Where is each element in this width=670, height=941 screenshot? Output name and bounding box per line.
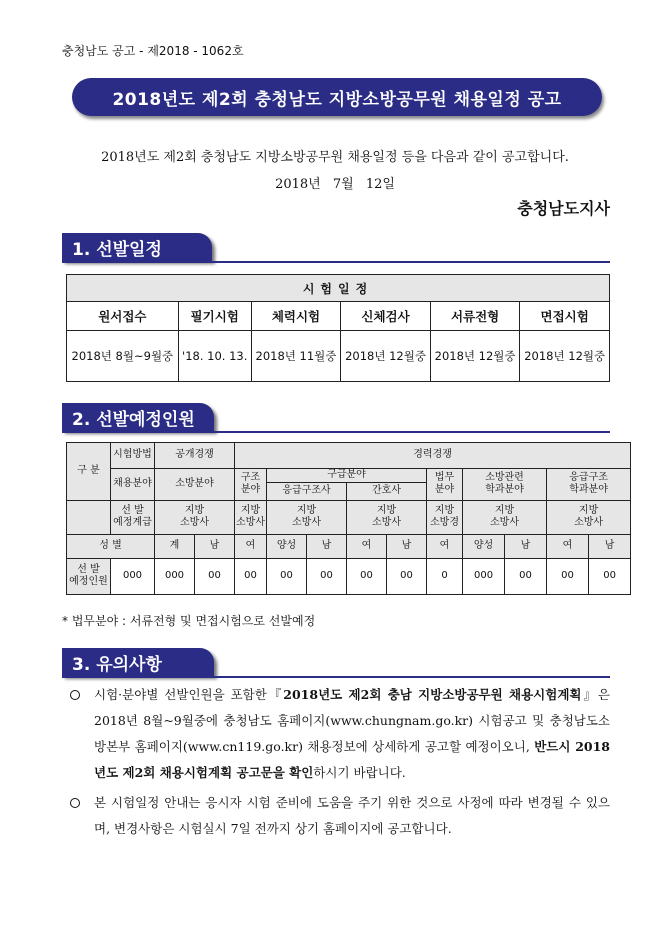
rank-label: 선 발 예정계급 — [111, 500, 155, 534]
fire-field: 소방분야 — [155, 469, 235, 501]
schedule-value: 2018년 12월중 — [430, 331, 520, 382]
footnote: * 법무분야 : 서류전형 및 면접시험으로 선발예정 — [62, 614, 316, 628]
schedule-value: 2018년 11월중 — [251, 331, 341, 382]
headcount-table — [66, 442, 631, 595]
count-cell: 00 — [387, 558, 427, 594]
rescue-field: 구조 분야 — [235, 469, 267, 501]
count-cell: 0 — [427, 558, 463, 594]
emergency-dept-field: 응급구조 학과분야 — [547, 469, 631, 501]
rank-cell: 지방 소방사 — [347, 500, 427, 534]
gender-cell: 양성 — [463, 534, 505, 558]
law-field: 법무 분야 — [427, 469, 463, 501]
gender-cell: 여 — [347, 534, 387, 558]
section-1-heading: 1. 선발일정 — [62, 233, 212, 261]
count-cell: 000 — [463, 558, 505, 594]
schedule-title: 시험일정 — [67, 275, 610, 302]
open-competition: 공개경쟁 — [155, 443, 235, 469]
gender-cell: 남 — [195, 534, 235, 558]
career-competition: 경력경쟁 — [235, 443, 631, 469]
gender-label: 성 별 — [67, 534, 155, 558]
issuer: 충청남도지사 — [517, 199, 610, 218]
circle-bullet-icon — [70, 798, 80, 808]
count-cell: 00 — [589, 558, 631, 594]
gender-cell: 양성 — [267, 534, 307, 558]
rank-cell: 지방 소방사 — [463, 500, 547, 534]
section-3-rule — [62, 676, 610, 678]
count-cell: 000 — [155, 558, 195, 594]
gubun-label: 구 분 — [67, 443, 111, 501]
gender-cell: 계 — [155, 534, 195, 558]
section-3-heading: 3. 유의사항 — [62, 648, 214, 676]
count-label: 선 발 예정인원 — [67, 558, 111, 594]
rank-cell: 지방 소방사 — [235, 500, 267, 534]
notice-list — [70, 682, 610, 846]
schedule-header: 체력시험 — [251, 302, 341, 331]
field-label: 채용분야 — [111, 469, 155, 501]
count-cell: 00 — [235, 558, 267, 594]
page-title: 2018년도 제2회 충청남도 지방소방공무원 채용일정 공고 — [72, 78, 602, 116]
count-cell: 000 — [111, 558, 155, 594]
list-item: 시험·분야별 선발인원을 포함한『2018년도 제2회 충남 지방소방공무원 채용시험계획』은 2018년 8월~9월중에 충청남도 홈페이지(www.chungnam.go.kr) 시험공고 및 충청남도소방본부 홈페이지(www.cn119.go.kr) 채용정보에 상세하게 공고할 예정이오니, 반드시 2018년도 제2회 채용시험계획 공고문을 확인하시기 바랍니다. — [70, 682, 610, 786]
intro-text: 2018년도 제2회 충청남도 지방소방공무원 채용일정 등을 다음과 같이 공고합니다. — [101, 150, 569, 165]
rank-cell: 지방 소방사 — [267, 500, 347, 534]
count-cell: 00 — [267, 558, 307, 594]
notice-number: 충청남도 공고 - 제2018 - 1062호 — [62, 44, 244, 58]
count-cell: 00 — [347, 558, 387, 594]
gender-cell: 남 — [387, 534, 427, 558]
rank-cell: 지방 소방사 — [547, 500, 631, 534]
schedule-value: 2018년 12월중 — [520, 331, 610, 382]
section-1-rule — [62, 261, 610, 263]
circle-bullet-icon — [70, 690, 80, 700]
method-label: 시험방법 — [111, 443, 155, 469]
gender-cell: 남 — [589, 534, 631, 558]
schedule-value: 2018년 8월~9월중 — [67, 331, 179, 382]
count-cell: 00 — [307, 558, 347, 594]
schedule-header: 서류전형 — [430, 302, 520, 331]
count-cell: 00 — [505, 558, 547, 594]
section-2-heading: 2. 선발예정인원 — [62, 403, 214, 431]
schedule-header: 면접시험 — [520, 302, 610, 331]
schedule-table — [66, 274, 610, 382]
schedule-value: 2018년 12월중 — [341, 331, 431, 382]
emergency-field: 구급분야 — [267, 469, 427, 483]
list-item: 본 시험일정 안내는 응시자 시험 준비에 도움을 주기 위한 것으로 사정에 따라 변경될 수 있으며, 변경사항은 시험실시 7일 전까지 상기 홈페이지에 공고합니다. — [70, 790, 610, 842]
count-cell: 00 — [547, 558, 589, 594]
gender-cell: 여 — [235, 534, 267, 558]
gender-cell: 남 — [307, 534, 347, 558]
schedule-value: '18. 10. 13. — [178, 331, 251, 382]
schedule-header: 원서접수 — [67, 302, 179, 331]
notice-date: 2018년 7월 12일 — [275, 177, 395, 192]
nurse-field: 간호사 — [347, 482, 427, 500]
section-2-rule — [62, 431, 610, 433]
fire-dept-field: 소방관련 학과분야 — [463, 469, 547, 501]
emt-field: 응급구조사 — [267, 482, 347, 500]
rank-cell: 지방 소방사 — [155, 500, 235, 534]
schedule-header: 필기시험 — [178, 302, 251, 331]
blank-cell — [67, 500, 111, 534]
schedule-header: 신체검사 — [341, 302, 431, 331]
gender-cell: 남 — [505, 534, 547, 558]
gender-cell: 여 — [547, 534, 589, 558]
rank-cell: 지방 소방경 — [427, 500, 463, 534]
count-cell: 00 — [195, 558, 235, 594]
gender-cell: 여 — [427, 534, 463, 558]
